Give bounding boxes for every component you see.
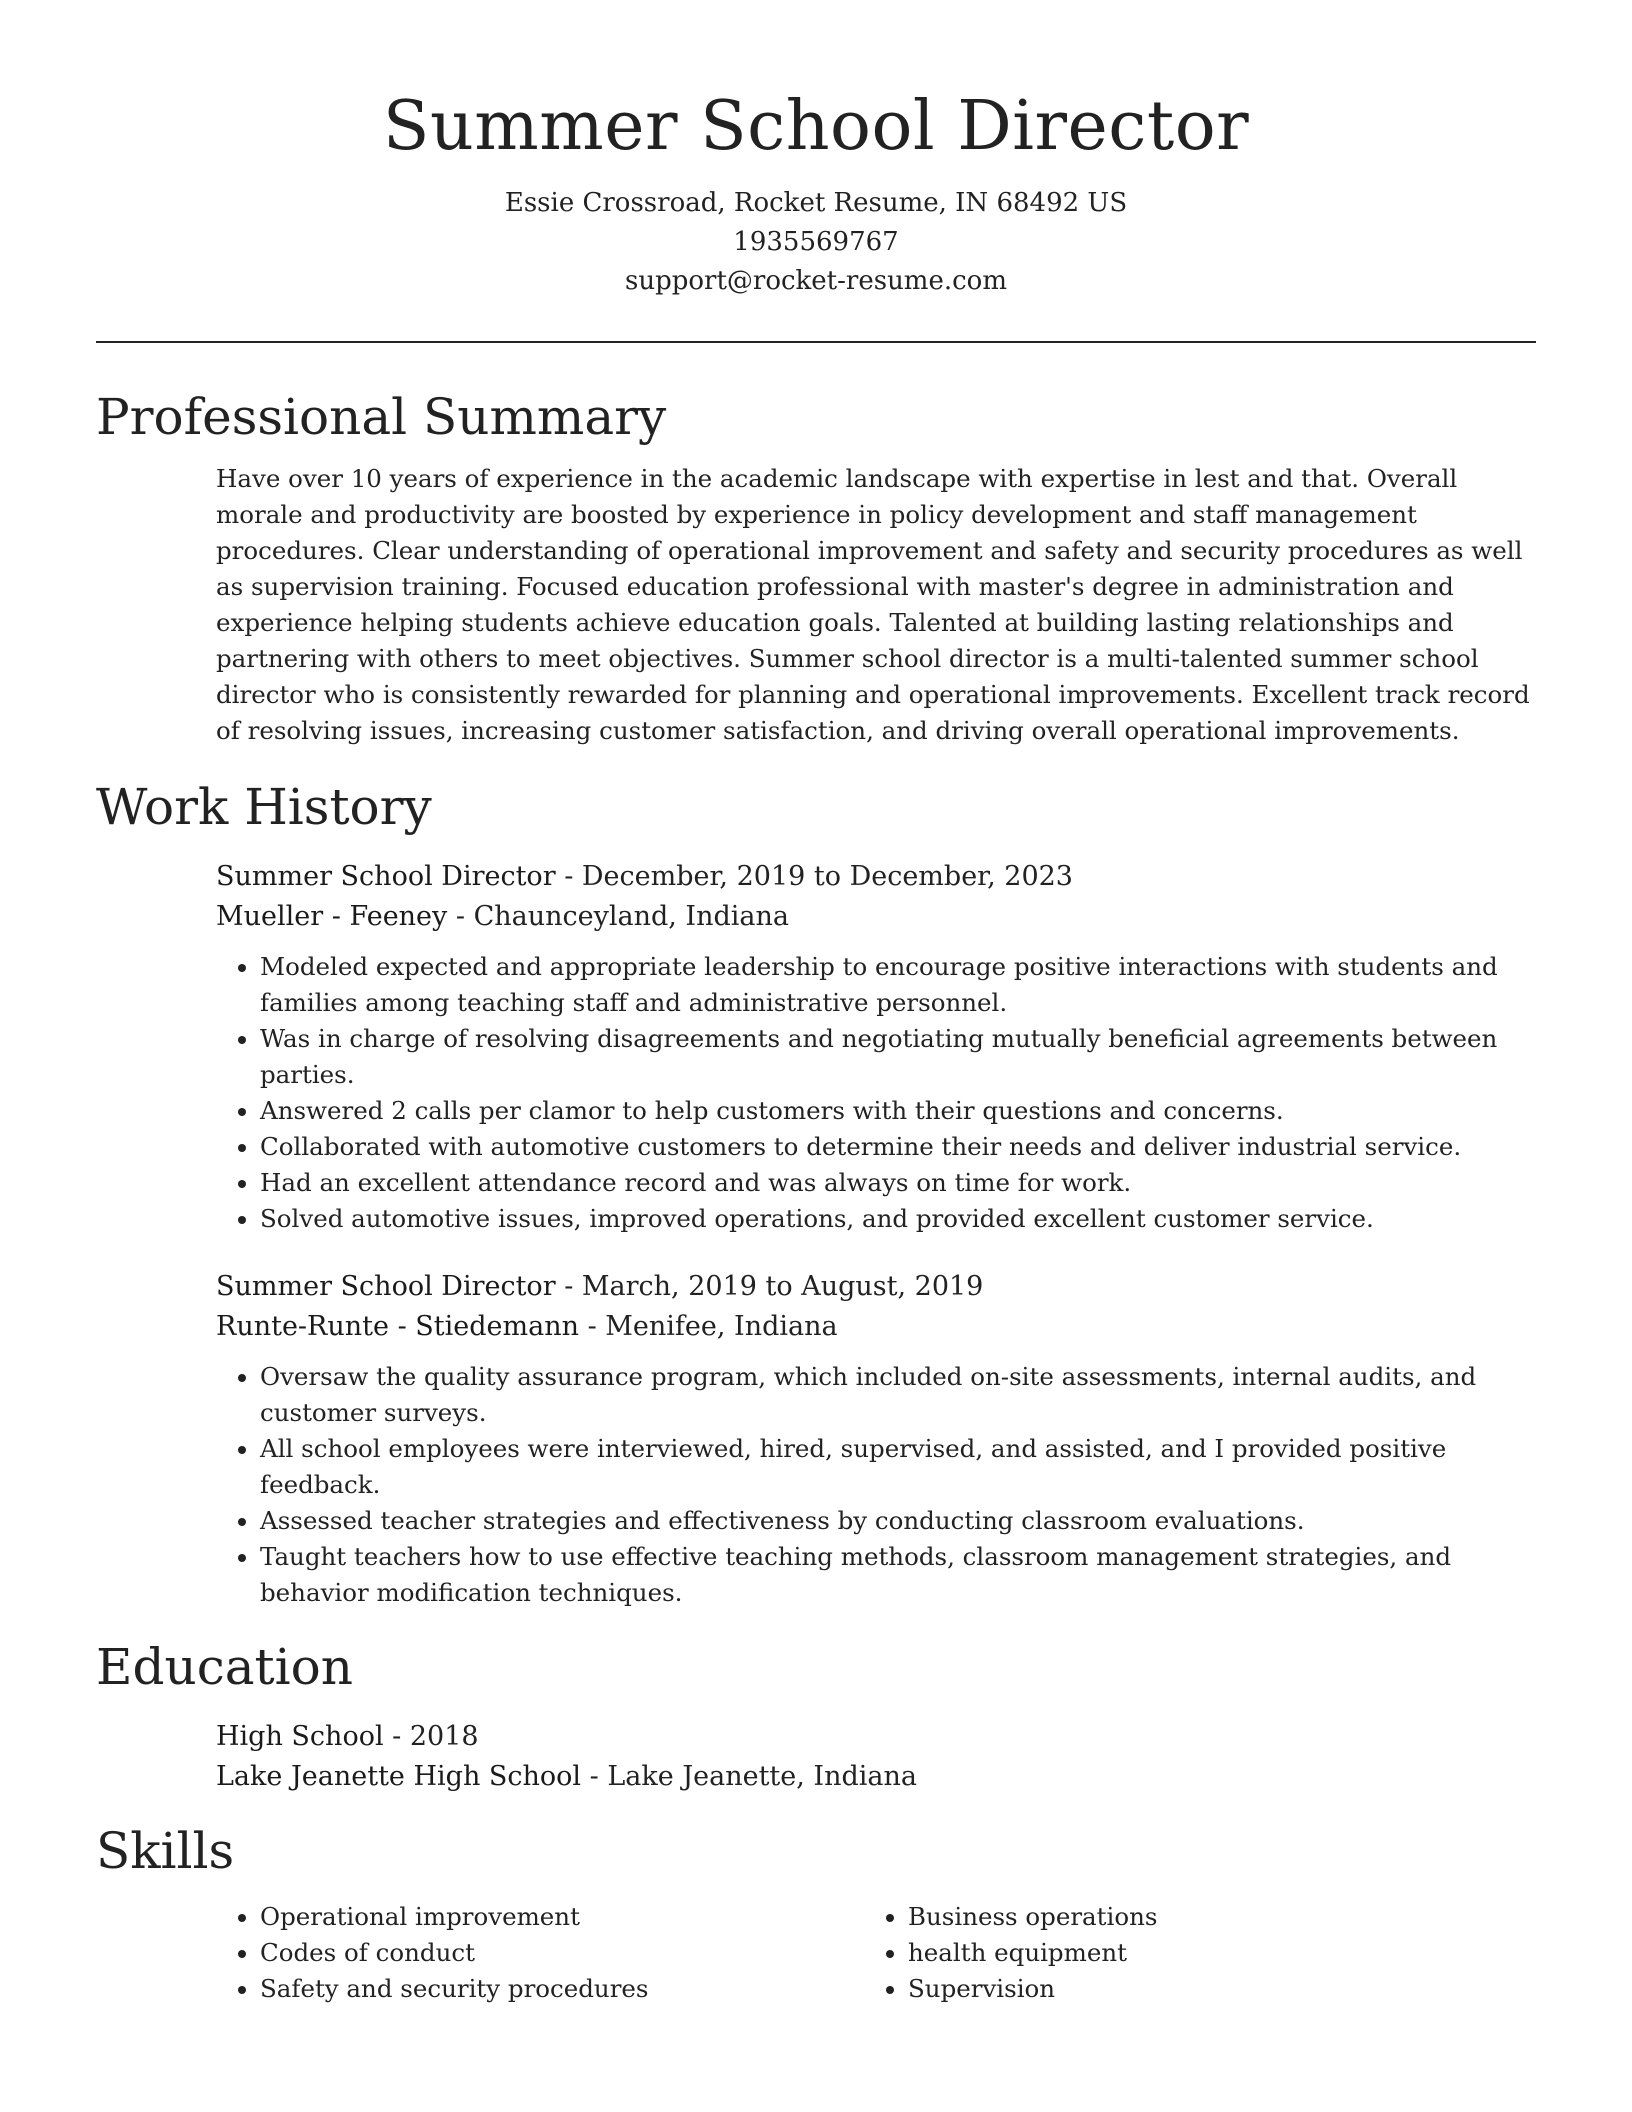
summary-section [96, 461, 1536, 749]
section-title-summary: Professional Summary [96, 388, 667, 446]
job-duty: • Answered 2 calls per clamor to help customers with their questions and concerns. [260, 1093, 1536, 1129]
job-duties-list [216, 949, 1536, 1237]
job-heading [216, 1267, 1536, 1307]
skills-section [96, 1899, 1536, 2007]
contact-address: Essie Crossroad, Rocket Resume, IN 68492 US [504, 188, 1128, 218]
contact-email: support@rocket-resume.com [624, 266, 1007, 296]
job-company: Runte-Runte - Stiedemann [216, 1311, 579, 1342]
education-year: - 2018 [383, 1721, 479, 1752]
job-duty: • Was in charge of resolving disagreements and negotiating mutually beneficial agreements between parties. [260, 1021, 1536, 1093]
job-entry [216, 1267, 1536, 1611]
job-duty: • Had an excellent attendance record and was always on time for work. [260, 1165, 1536, 1201]
education-heading [216, 1717, 1536, 1757]
job-duties-list [216, 1359, 1536, 1611]
skills-column-right [864, 1899, 1512, 2007]
job-dates: - December, 2019 to December, 2023 [555, 861, 1073, 892]
header-divider [96, 341, 1536, 343]
education-entry [216, 1717, 1536, 1797]
skill-item: • Supervision [908, 1971, 1512, 2007]
education-location: - Lake Jeanette, Indiana [581, 1761, 917, 1792]
job-role: Summer School Director [216, 1271, 556, 1302]
skill-item: • Codes of conduct [260, 1935, 864, 1971]
job-duty: • Oversaw the quality assurance program, which included on-site assessments, internal audits, and customer surveys. [260, 1359, 1536, 1431]
candidate-name: Summer School Director [382, 87, 1250, 166]
job-duty: • Solved automotive issues, improved operations, and provided excellent customer service. [260, 1201, 1536, 1237]
section-title-education: Education [96, 1638, 353, 1696]
section-title-work-history: Work History [96, 778, 432, 836]
contact-info [96, 184, 1536, 301]
job-location: - Chaunceyland, Indiana [447, 901, 789, 932]
job-duty: • Collaborated with automotive customers to determine their needs and deliver industrial service. [260, 1129, 1536, 1165]
resume-header [96, 0, 1536, 301]
section-title-skills: Skills [96, 1822, 235, 1880]
skill-item: • Operational improvement [260, 1899, 864, 1935]
contact-phone: 1935569767 [733, 227, 899, 257]
job-location: - Menifee, Indiana [578, 1311, 838, 1342]
skill-item: • Safety and security procedures [260, 1971, 864, 2007]
job-employer [216, 897, 1536, 937]
job-employer [216, 1307, 1536, 1347]
skill-item: • health equipment [908, 1935, 1512, 1971]
job-role: Summer School Director [216, 861, 556, 892]
skills-column-left [216, 1899, 864, 2007]
skill-item: • Business operations [908, 1899, 1512, 1935]
job-heading [216, 857, 1536, 897]
job-duty: • Taught teachers how to use effective teaching methods, classroom management strategies, and behavior modification techniques. [260, 1539, 1536, 1611]
job-duty: • Modeled expected and appropriate leadership to encourage positive interactions with students and families among teaching staff and administrative personnel. [260, 949, 1536, 1021]
education-degree: High School [216, 1721, 384, 1752]
education-section [96, 1717, 1536, 1797]
education-school: Lake Jeanette High School [216, 1761, 582, 1792]
job-duty: • All school employees were interviewed, hired, supervised, and assisted, and I provided positive feedback. [260, 1431, 1536, 1503]
work-history-section [96, 857, 1536, 1611]
skills-grid [216, 1899, 1536, 2007]
education-institution [216, 1757, 1536, 1797]
job-company: Mueller - Feeney [216, 901, 448, 932]
job-duty: • Assessed teacher strategies and effectiveness by conducting classroom evaluations. [260, 1503, 1536, 1539]
job-entry [216, 857, 1536, 1237]
summary-text: Have over 10 years of experience in the academic landscape with expertise in lest and that. Overall morale and productivity are boosted by experience in policy development and staff management procedures. Clear understanding of operational improvement and safety and security procedures as well as supervision training. Focused education professional with master's degree in administration and experience helping students achieve education goals. Talented at building lasting relationships and partnering with others to meet objectives. Summer school director is a multi-talented summer school director who is consistently rewarded for planning and operational improvements. Excellent track record of resolving issues, increasing customer satisfaction, and driving overall operational improvements. [216, 464, 1530, 745]
job-dates: - March, 2019 to August, 2019 [555, 1271, 984, 1302]
